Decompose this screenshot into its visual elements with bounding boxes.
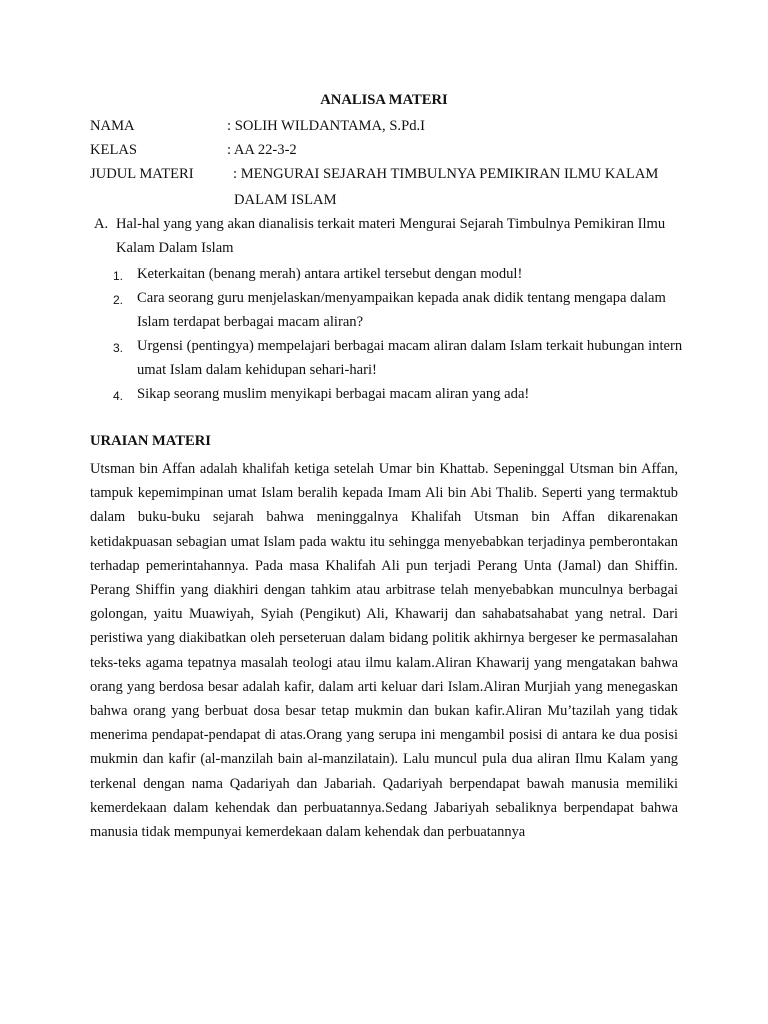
list-item-number: 2. (113, 293, 124, 307)
meta-value-nama: : SOLIH WILDANTAMA, S.Pd.I (227, 118, 426, 134)
meta-label-kelas: KELAS (90, 142, 138, 158)
section-a-text: Hal-hal yang yang akan dianalisis terkait materi Mengurai Sejarah Timbulnya Pemikiran Ilmu Kalam Dalam Islam (116, 216, 666, 256)
meta-label-judul: JUDUL MATERI (90, 166, 194, 182)
section-a-marker: A. (94, 216, 109, 232)
list-item-text: Sikap seorang muslim menyikapi berbagai macam aliran yang ada! (137, 386, 530, 402)
list-item-text: Keterkaitan (benang merah) antara artikel tersebut dengan modul! (137, 266, 523, 282)
meta-label-nama: NAMA (90, 118, 135, 134)
meta-value-judul-cont: DALAM ISLAM (234, 192, 337, 208)
list-item-number: 4. (113, 389, 124, 403)
meta-value-judul: : MENGURAI SEJARAH TIMBULNYA PEMIKIRAN ILMU KALAM (233, 166, 659, 182)
document-title: ANALISA MATERI (320, 92, 448, 108)
meta-value-kelas: : AA 22-3-2 (227, 142, 297, 158)
list-item-number: 1. (113, 269, 124, 283)
section-heading-uraian: URAIAN MATERI (90, 433, 211, 449)
list-item-text: Cara seorang guru menjelaskan/menyampaikan kepada anak didik tentang mengapa dalam Islam terdapat berbagai macam aliran? (137, 290, 666, 330)
list-item-text: Urgensi (pentingya) mempelajari berbagai macam aliran dalam Islam terkait hubungan intern umat Islam dalam kehidupan sehari-hari! (137, 338, 683, 378)
list-item-number: 3. (113, 341, 124, 355)
uraian-body-text: Utsman bin Affan adalah khalifah ketiga setelah Umar bin Khattab. Sepeninggal Utsman bin Affan, tampuk kepemimpinan umat Islam beralih kepada Imam Ali bin Abi Thalib. Seperti yang termaktub dalam buku-buku sejarah bahwa meninggalnya Khalifah Utsman bin Affan dikarenakan ketidakpuasan sebagian umat Islam pada waktu itu sehingga menyebabkan terjadinya pemberontakan terhadap pemerintahannya. Pada masa Khalifah Ali pun terjadi Perang Unta (Jamal) dan Shiffin. Perang Shiffin yang diakhiri dengan tahkim atau arbitrase telah menyebabkan munculnya berbagai golongan, yaitu Muawiyah, Syiah (Pengikut) Ali, Khawarij dan sahabatsahabat yang netral. Dari peristiwa yang diakibatkan oleh perseteruan dalam bidang politik akhirnya bergeser ke permasalahan teks-teks agama tepatnya masalah teologi atau ilmu kalam.Aliran Khawarij yang mengatakan bahwa orang yang berdosa besar adalah kafir, dalam arti keluar dari Islam.Aliran Murjiah yang menegaskan bahwa orang yang berbuat dosa besar tetap mukmin dan bukan kafir.Aliran Mu’tazilah yang tidak menerima pendapat-pendapat di atas.Orang yang serupa ini mengambil posisi di antara ke dua posisi mukmin dan kafir (al-manzilah bain al-manzilatain). Lalu muncul pula dua aliran Ilmu Kalam yang terkenal dengan nama Qadariyah dan Jabariah. Qadariyah berpendapat bawah manusia memiliki kemerdekaan dalam kehendak dan perbuatannya.Sedang Jabariyah sebaliknya berpendapat bahwa manusia tidak mempunyai kemerdekaan dalam kehendak dan perbuatannya (90, 461, 678, 841)
